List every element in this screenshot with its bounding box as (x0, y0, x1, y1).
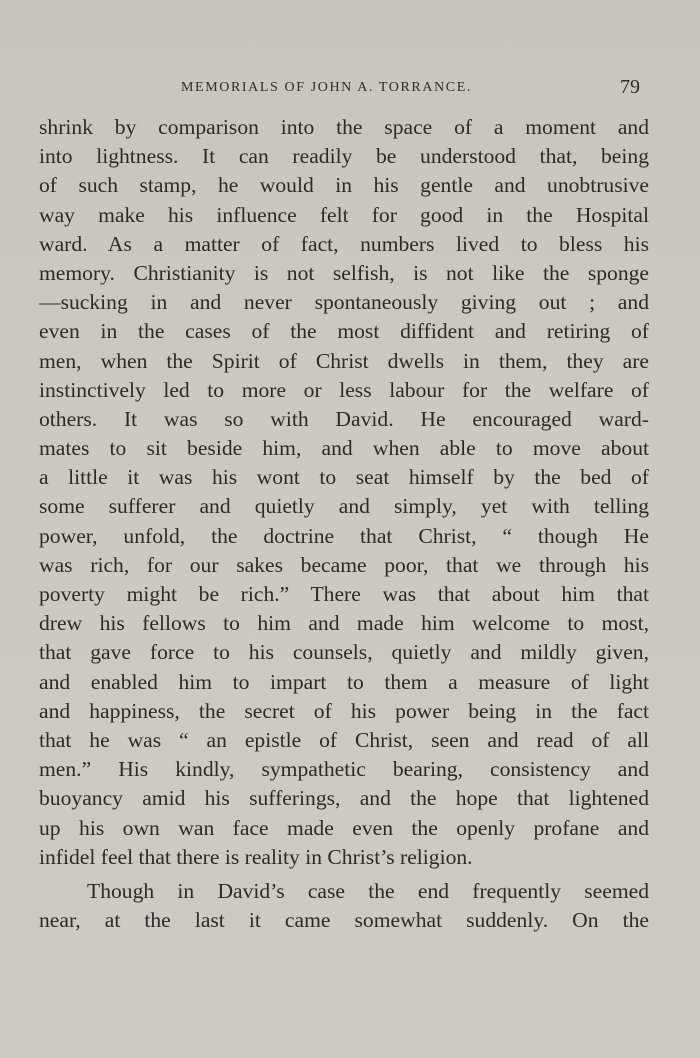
text-line: and enabled him to impart to them a measure of light (39, 669, 649, 694)
text-line: into lightness. It can readily be understood that, being (39, 144, 649, 169)
text-line: instinctively led to more or less labour for the welfare of (39, 377, 649, 402)
paragraph (39, 113, 649, 872)
text-line: of such stamp, he would in his gentle and unobtrusive (39, 173, 649, 198)
text-line: poverty might be rich.” There was that about him that (39, 582, 649, 606)
text-line: mates to sit beside him, and when able to move about (39, 436, 649, 461)
text-line: shrink by comparison into the space of a moment and (39, 115, 649, 139)
text-line: that gave force to his counsels, quietly and mildly given, (39, 640, 649, 665)
running-title: MEMORIALS OF JOHN A. TORRANCE. (181, 80, 472, 95)
text-line: Though in David’s case the end frequently seemed (87, 878, 649, 903)
text-line: was rich, for our sakes became poor, that we through his (39, 552, 649, 577)
text-line: drew his fellows to him and made him welcome to most, (39, 611, 649, 636)
text-line: up his own wan face made even the openly profane and (39, 815, 649, 840)
running-head (0, 76, 700, 106)
text-line: men.” His kindly, sympathetic bearing, consistency and (39, 757, 649, 782)
text-line: memory. Christianity is not selfish, is not like the sponge (39, 260, 649, 285)
text-line: —sucking in and never spontaneously giving out ; and (39, 290, 649, 315)
page-number: 79 (620, 76, 640, 98)
text-line: power, unfold, the doctrine that Christ, “ though He (39, 523, 649, 548)
text-line: near, at the last it came somewhat suddenly. On the (39, 908, 649, 933)
text-line: a little it was his wont to seat himself by the bed of (39, 465, 649, 490)
text-line: that he was “ an epistle of Christ, seen and read of all (39, 727, 649, 752)
text-line: others. It was so with David. He encouraged ward- (39, 406, 649, 431)
text-line: some sufferer and quietly and simply, yet with telling (39, 494, 649, 519)
text-line: ward. As a matter of fact, numbers lived to bless his (39, 231, 649, 256)
text-line: even in the cases of the most diffident and retiring of (39, 319, 649, 344)
body-text (39, 113, 649, 935)
text-line: men, when the Spirit of Christ dwells in them, they are (39, 348, 649, 373)
text-line: buoyancy amid his sufferings, and the hope that lightened (39, 786, 649, 811)
text-line: way make his influence felt for good in the Hospital (39, 202, 649, 227)
text-line: and happiness, the secret of his power being in the fact (39, 698, 649, 723)
text-line: infidel feel that there is reality in Christ’s religion. (39, 844, 473, 869)
paragraph (39, 877, 649, 935)
